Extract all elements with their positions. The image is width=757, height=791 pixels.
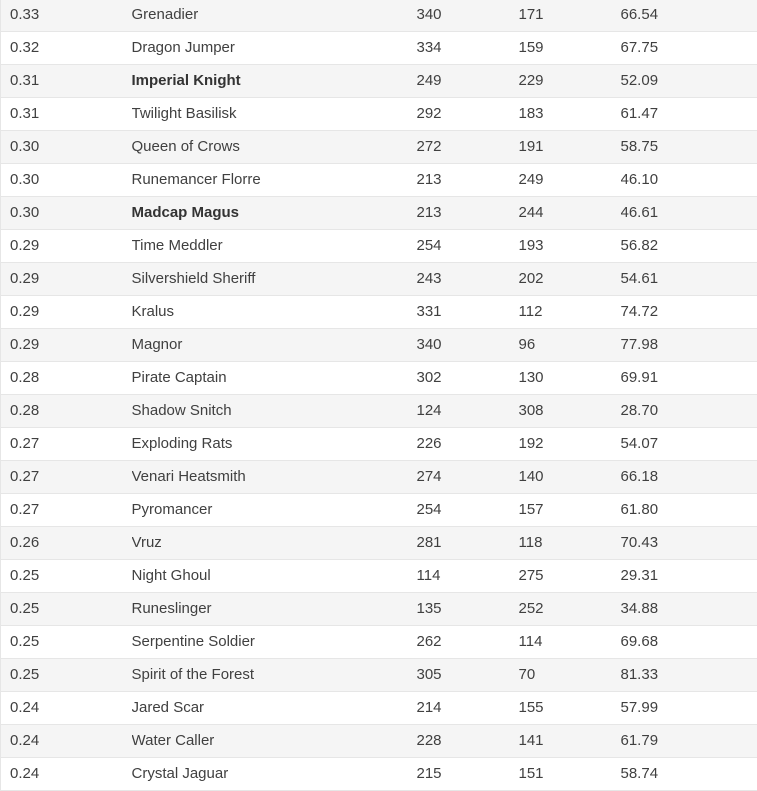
value-cell: 159: [519, 32, 621, 65]
value-cell: 228: [417, 725, 519, 758]
percent-cell: 46.10: [621, 164, 757, 197]
percent-cell: 54.07: [621, 428, 757, 461]
value-cell: 305: [417, 659, 519, 692]
value-cell: 281: [417, 527, 519, 560]
value-cell: 191: [519, 131, 621, 164]
value-cell: 192: [519, 428, 621, 461]
score-cell: 0.25: [1, 626, 132, 659]
card-name-cell: Twilight Basilisk: [132, 98, 417, 131]
value-cell: 183: [519, 98, 621, 131]
value-cell: 157: [519, 494, 621, 527]
score-cell: 0.27: [1, 461, 132, 494]
table-row: [1, 758, 757, 791]
value-cell: 193: [519, 230, 621, 263]
score-cell: 0.25: [1, 560, 132, 593]
percent-cell: 70.43: [621, 527, 757, 560]
card-name-cell: Grenadier: [132, 0, 417, 32]
score-cell: 0.25: [1, 659, 132, 692]
table-row: [1, 329, 757, 362]
score-cell: 0.30: [1, 131, 132, 164]
percent-cell: 58.75: [621, 131, 757, 164]
value-cell: 130: [519, 362, 621, 395]
card-name-cell: Spirit of the Forest: [132, 659, 417, 692]
card-name-cell: Venari Heatsmith: [132, 461, 417, 494]
table-row: [1, 263, 757, 296]
score-cell: 0.29: [1, 296, 132, 329]
score-cell: 0.33: [1, 0, 132, 32]
score-cell: 0.29: [1, 230, 132, 263]
percent-cell: 29.31: [621, 560, 757, 593]
percent-cell: 46.61: [621, 197, 757, 230]
score-cell: 0.24: [1, 725, 132, 758]
percent-cell: 69.91: [621, 362, 757, 395]
score-cell: 0.25: [1, 593, 132, 626]
value-cell: 340: [417, 0, 519, 32]
value-cell: 70: [519, 659, 621, 692]
percent-cell: 77.98: [621, 329, 757, 362]
score-cell: 0.24: [1, 692, 132, 725]
value-cell: 340: [417, 329, 519, 362]
table-row: [1, 659, 757, 692]
score-cell: 0.30: [1, 197, 132, 230]
value-cell: 334: [417, 32, 519, 65]
percent-cell: 66.18: [621, 461, 757, 494]
card-name-cell: Queen of Crows: [132, 131, 417, 164]
value-cell: 118: [519, 527, 621, 560]
card-name-cell: Silvershield Sheriff: [132, 263, 417, 296]
value-cell: 243: [417, 263, 519, 296]
table-row: [1, 527, 757, 560]
value-cell: 254: [417, 494, 519, 527]
value-cell: 229: [519, 65, 621, 98]
table-row: [1, 32, 757, 65]
table-row: [1, 494, 757, 527]
score-cell: 0.31: [1, 65, 132, 98]
score-cell: 0.27: [1, 494, 132, 527]
value-cell: 135: [417, 593, 519, 626]
value-cell: 244: [519, 197, 621, 230]
percent-cell: 74.72: [621, 296, 757, 329]
value-cell: 215: [417, 758, 519, 791]
score-cell: 0.26: [1, 527, 132, 560]
card-name-cell: Runemancer Florre: [132, 164, 417, 197]
value-cell: 274: [417, 461, 519, 494]
card-name-cell: Kralus: [132, 296, 417, 329]
value-cell: 308: [519, 395, 621, 428]
value-cell: 141: [519, 725, 621, 758]
table-row: [1, 692, 757, 725]
value-cell: 292: [417, 98, 519, 131]
table-row: [1, 197, 757, 230]
value-cell: 249: [519, 164, 621, 197]
percent-cell: 81.33: [621, 659, 757, 692]
value-cell: 252: [519, 593, 621, 626]
card-name-cell: Shadow Snitch: [132, 395, 417, 428]
table-row: [1, 428, 757, 461]
table-row: [1, 725, 757, 758]
value-cell: 226: [417, 428, 519, 461]
value-cell: 249: [417, 65, 519, 98]
table-row: [1, 131, 757, 164]
score-cell: 0.28: [1, 362, 132, 395]
table-row: [1, 0, 757, 32]
percent-cell: 61.47: [621, 98, 757, 131]
percent-cell: 52.09: [621, 65, 757, 98]
card-name-cell: Serpentine Soldier: [132, 626, 417, 659]
percent-cell: 34.88: [621, 593, 757, 626]
value-cell: 171: [519, 0, 621, 32]
table-row: [1, 230, 757, 263]
table-body: [1, 0, 757, 791]
value-cell: 254: [417, 230, 519, 263]
card-name-cell: Magnor: [132, 329, 417, 362]
card-name-cell: Crystal Jaguar: [132, 758, 417, 791]
value-cell: 272: [417, 131, 519, 164]
value-cell: 213: [417, 197, 519, 230]
score-cell: 0.32: [1, 32, 132, 65]
table-row: [1, 296, 757, 329]
card-name-cell: Exploding Rats: [132, 428, 417, 461]
card-name-cell: Water Caller: [132, 725, 417, 758]
value-cell: 124: [417, 395, 519, 428]
table-row: [1, 164, 757, 197]
percent-cell: 61.79: [621, 725, 757, 758]
percent-cell: 69.68: [621, 626, 757, 659]
table-row: [1, 461, 757, 494]
card-name-cell: Pyromancer: [132, 494, 417, 527]
percent-cell: 66.54: [621, 0, 757, 32]
table-row: [1, 395, 757, 428]
percent-cell: 54.61: [621, 263, 757, 296]
percent-cell: 28.70: [621, 395, 757, 428]
card-name-cell: Night Ghoul: [132, 560, 417, 593]
value-cell: 155: [519, 692, 621, 725]
score-cell: 0.30: [1, 164, 132, 197]
score-cell: 0.29: [1, 329, 132, 362]
table-row: [1, 593, 757, 626]
score-cell: 0.29: [1, 263, 132, 296]
value-cell: 114: [417, 560, 519, 593]
card-name-cell: Jared Scar: [132, 692, 417, 725]
card-name-cell: Madcap Magus: [132, 197, 417, 230]
percent-cell: 58.74: [621, 758, 757, 791]
percent-cell: 61.80: [621, 494, 757, 527]
value-cell: 331: [417, 296, 519, 329]
value-cell: 213: [417, 164, 519, 197]
score-cell: 0.28: [1, 395, 132, 428]
value-cell: 140: [519, 461, 621, 494]
value-cell: 151: [519, 758, 621, 791]
value-cell: 275: [519, 560, 621, 593]
table-row: [1, 626, 757, 659]
value-cell: 214: [417, 692, 519, 725]
card-name-cell: Imperial Knight: [132, 65, 417, 98]
table-row: [1, 560, 757, 593]
percent-cell: 67.75: [621, 32, 757, 65]
percent-cell: 57.99: [621, 692, 757, 725]
card-name-cell: Runeslinger: [132, 593, 417, 626]
table-row: [1, 362, 757, 395]
value-cell: 112: [519, 296, 621, 329]
table-row: [1, 65, 757, 98]
card-name-cell: Pirate Captain: [132, 362, 417, 395]
table-row: [1, 98, 757, 131]
value-cell: 114: [519, 626, 621, 659]
value-cell: 96: [519, 329, 621, 362]
value-cell: 302: [417, 362, 519, 395]
percent-cell: 56.82: [621, 230, 757, 263]
card-name-cell: Time Meddler: [132, 230, 417, 263]
card-name-cell: Vruz: [132, 527, 417, 560]
value-cell: 262: [417, 626, 519, 659]
card-name-cell: Dragon Jumper: [132, 32, 417, 65]
value-cell: 202: [519, 263, 621, 296]
score-cell: 0.27: [1, 428, 132, 461]
score-cell: 0.31: [1, 98, 132, 131]
score-cell: 0.24: [1, 758, 132, 791]
